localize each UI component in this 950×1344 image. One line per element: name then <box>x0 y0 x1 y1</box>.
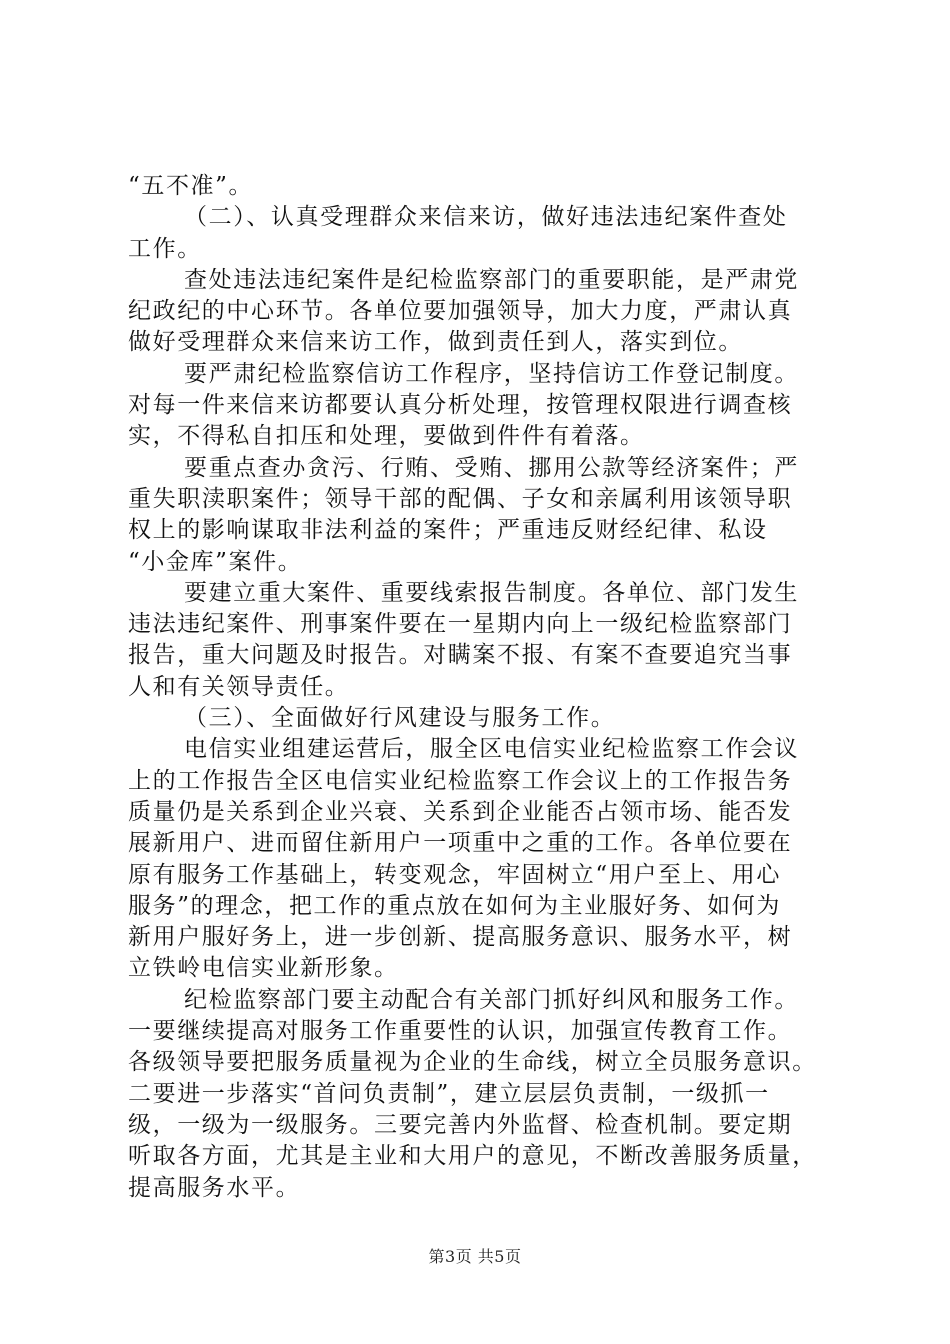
text-line: 实，不得私自扣压和处理，要做到件件有着落。 <box>128 423 645 450</box>
text-line: 纪检监察部门要主动配合有关部门抓好纠风和服务工作。 <box>184 986 799 1013</box>
text-line: 工作。 <box>128 235 202 262</box>
text-line: （二）、认真受理群众来信来访，做好违法违纪案件查处 <box>184 204 788 231</box>
text-line: 要建立重大案件、重要线索报告制度。各单位、部门发生 <box>184 579 799 606</box>
text-line: 要重点查办贪污、行贿、受贿、挪用公款等经济案件；严 <box>184 454 799 481</box>
text-line: 违法违纪案件、刑事案件要在一星期内向上一级纪检监察部门 <box>128 611 793 638</box>
text-line: 一要继续提高对服务工作重要性的认识，加强宣传教育工作。 <box>128 1018 793 1045</box>
text-line: 报告，重大问题及时报告。对瞒案不报、有案不查要追究当事 <box>128 642 793 669</box>
text-line: 重失职渎职案件；领导干部的配偶、子女和亲属利用该领导职 <box>128 485 793 512</box>
text-line: 提高服务水平。 <box>128 1174 301 1201</box>
text-line: （三）、全面做好行风建设与服务工作。 <box>184 705 616 732</box>
text-line: 立铁岭电信实业新形象。 <box>128 955 399 982</box>
text-line: 要严肃纪检监察信访工作程序，坚持信访工作登记制度。 <box>184 360 799 387</box>
text-line: 人和有关领导责任。 <box>128 673 350 700</box>
text-line: 级，一级为一级服务。三要完善内外监督、检查机制。要定期 <box>128 1111 793 1138</box>
text-line: 上的工作报告全区电信实业纪检监察工作会议上的工作报告务 <box>128 767 793 794</box>
text-line: 原有服务工作基础上，转变观念，牢固树立“用户至上、用心 <box>128 861 781 888</box>
text-line: “小金库”案件。 <box>128 548 303 575</box>
text-line: 对每一件来信来访都要认真分析处理，按管理权限进行调查核 <box>128 392 793 419</box>
text-line: 电信实业组建运营后，服全区电信实业纪检监察工作会议 <box>184 736 799 763</box>
text-line: 二要进一步落实“首问负责制”，建立层层负责制，一级抓一 <box>128 1080 770 1107</box>
text-line: 查处违法违纪案件是纪检监察部门的重要职能，是严肃党 <box>184 266 799 293</box>
text-line: 服务”的理念，把工作的重点放在如何为主业服好务、如何为 <box>128 892 781 919</box>
text-line: 质量仍是关系到企业兴衰、关系到企业能否占领市场、能否发 <box>128 798 793 825</box>
text-line: 展新用户、进而留住新用户一项重中之重的工作。各单位要在 <box>128 830 793 857</box>
page-footer: 第3页 共5页 <box>428 1247 522 1266</box>
text-line: 新用户服好务上，进一步创新、提高服务意识、服务水平，树 <box>128 924 793 951</box>
text-line: 纪政纪的中心环节。各单位要加强领导，加大力度，严肃认真 <box>128 298 793 325</box>
text-line: 做好受理群众来信来访工作，做到责任到人，落实到位。 <box>128 329 743 356</box>
text-line: 听取各方面，尤其是主业和大用户的意见，不断改善服务质量， <box>128 1143 817 1170</box>
text-line: “五不准”。 <box>128 173 254 199</box>
document-body <box>128 171 848 1204</box>
text-line: 权上的影响谋取非法利益的案件；严重违反财经纪律、私设 <box>128 517 768 544</box>
text-line: 各级领导要把服务质量视为企业的生命线，树立全员服务意识。 <box>128 1049 817 1076</box>
